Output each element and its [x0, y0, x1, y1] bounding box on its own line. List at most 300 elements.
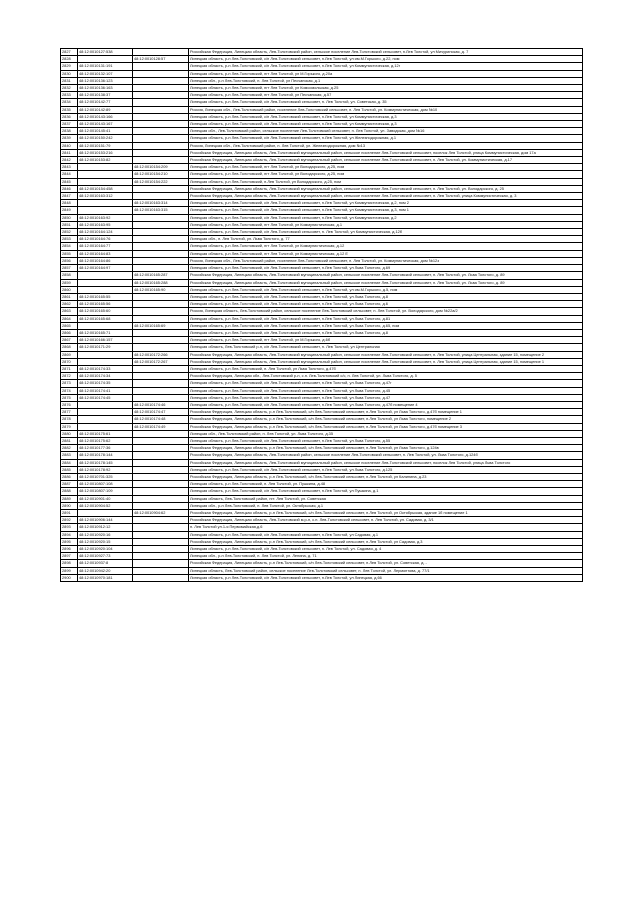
row-number-cell: 2882 [61, 445, 78, 452]
address-cell: Россия, Липецкая обл., Лев-Толстовский район, поселение Лев-Толстовский сельсовет, п. Лев Толстой, ул. Коммунистическая, дом №10 [189, 106, 583, 113]
room-cadastral-number-cell: 48:12:0010174:49 [133, 423, 189, 430]
address-cell: Липецкая обл., Лев-Толстовский район, п. Лев Толстой, ул. Льва Толстого, д.35 [189, 430, 583, 437]
table-row [61, 459, 583, 466]
room-cadastral-number-cell [133, 546, 189, 553]
table-row [61, 200, 583, 207]
address-cell: Липецкая область, р-н Лев-Толстовский, с/п Лев-Толстовский сельсовет, п.Лев Толстой, ул Железнодорожная, д.1 [189, 135, 583, 142]
row-number-cell: 2856 [61, 257, 78, 264]
cadastral-number-cell [78, 322, 133, 329]
cadastral-number-cell [78, 56, 133, 63]
room-cadastral-number-cell [133, 553, 189, 560]
address-cell: Липецкая область, р-н Лев-Толстовский, с/п Лев-Толстовский сельсовет, п.Лев Толстой, ул Льва Толстого, д.81 [189, 315, 583, 322]
row-number-cell: 2877 [61, 409, 78, 416]
address-cell: Российская Федерация, Липецкая область, Лев-Толстовский муниципальный район, сельское поселение Лев-Толстовский сельсовет, п. Лев Толстой, ул. Льва Толстого, д. 89 [189, 272, 583, 279]
address-cell: Липецкая область, р-н Лев-Толстовский, с/п Лев-Толстовский сельсовет, п.Лев Толстой, ул Льва Толстого, д.45 [189, 387, 583, 394]
cadastral-number-cell: 48:12:0010164:77 [78, 243, 133, 250]
row-number-cell: 2895 [61, 538, 78, 545]
cadastral-number-cell: 48:12:0010127:538 [78, 49, 133, 56]
row-number-cell: 2858 [61, 272, 78, 279]
table-row [61, 416, 583, 423]
cadastral-number-cell [78, 423, 133, 430]
row-number-cell: 2881 [61, 437, 78, 444]
room-cadastral-number-cell [133, 265, 189, 272]
address-cell: Липецкая область, р-н Лев-Толстовский, пгт Лев Толстой, ул Комсомольская, д.25 [189, 85, 583, 92]
address-cell: Липецкая область, р-н Лев-Толстовский, с/п Лев-Толстовский сельсовет, п.Лев Толстой, ул Льва Толстого, д.47 [189, 394, 583, 401]
cadastral-number-cell: 48:12:0010136:163 [78, 85, 133, 92]
cadastral-number-cell: 48:12:0010165:56 [78, 301, 133, 308]
row-number-cell: 2878 [61, 416, 78, 423]
row-number-cell: 2863 [61, 308, 78, 315]
table-row [61, 229, 583, 236]
cadastral-number-cell: 48:12:0010901:40 [78, 495, 133, 502]
room-cadastral-number-cell: 48:12:0010904:62 [133, 510, 189, 517]
row-number-cell: 2857 [61, 265, 78, 272]
table-row [61, 293, 583, 300]
row-number-cell: 2864 [61, 315, 78, 322]
table-row [61, 265, 583, 272]
row-number-cell: 2900 [61, 574, 78, 581]
cadastral-number-cell: 48:12:0010174:34 [78, 373, 133, 380]
row-number-cell: 2836 [61, 113, 78, 120]
room-cadastral-number-cell [133, 121, 189, 128]
table-row [61, 394, 583, 401]
cadastral-number-cell: 48:12:0010174:35 [78, 380, 133, 387]
table-row [61, 574, 583, 581]
table-row [61, 466, 583, 473]
address-cell: Липецкая обл., р-н Лев-Толстовский, п. Лев Толстой, ул. Ленина, д. 71 [189, 553, 583, 560]
row-number-cell: 2885 [61, 466, 78, 473]
address-cell: Российская Федерация, Липецкая область, Лев-Толстовский муниципальный район, сельское поселение Лев-Толстовский сельсовет, п. Лев Толстой, ул. Льва Толстого, д. 89 [189, 279, 583, 286]
table-row [61, 488, 583, 495]
row-number-cell: 2883 [61, 452, 78, 459]
room-cadastral-number-cell [133, 157, 189, 164]
table-row [61, 49, 583, 56]
room-cadastral-number-cell [133, 380, 189, 387]
table-row [61, 452, 583, 459]
row-number-cell: 2841 [61, 149, 78, 156]
room-cadastral-number-cell [133, 99, 189, 106]
table-row [61, 221, 583, 228]
address-cell: Липецкая обл., р-н Лев-Толстовский, п. Лев Толстой, ул Песчанская, д.1 [189, 77, 583, 84]
row-number-cell: 2876 [61, 401, 78, 408]
cadastral-number-cell: 48:12:0010154:458 [78, 185, 133, 192]
room-cadastral-number-cell [133, 70, 189, 77]
table-row [61, 481, 583, 488]
room-cadastral-number-cell [133, 106, 189, 113]
room-cadastral-number-cell [133, 560, 189, 567]
row-number-cell: 2874 [61, 387, 78, 394]
row-number-cell: 2837 [61, 121, 78, 128]
cadastral-number-cell [78, 409, 133, 416]
cadastral-number-cell: 48:12:0010151:79 [78, 142, 133, 149]
table-row [61, 524, 583, 531]
row-number-cell: 2869 [61, 351, 78, 358]
cadastral-number-cell: 48:12:0010906:144 [78, 517, 133, 524]
room-cadastral-number-cell [133, 113, 189, 120]
address-cell: Липецкая область, р-н Лев-Толстовский, п.Лев Толстой, ул Володарского, д.25, пом [189, 178, 583, 185]
room-cadastral-number-cell [133, 495, 189, 502]
cadastral-number-cell: 48:12:0010165:71 [78, 329, 133, 336]
table-row [61, 373, 583, 380]
row-number-cell: 2833 [61, 92, 78, 99]
row-number-cell: 2891 [61, 510, 78, 517]
room-cadastral-number-cell: 48:12:0010154:210 [133, 171, 189, 178]
row-number-cell: 2835 [61, 106, 78, 113]
room-cadastral-number-cell [133, 488, 189, 495]
cadastral-number-cell [78, 351, 133, 358]
address-cell: Липецкая область, р-н Лев-Толстовский, пгт Лев Толстой, ул Володарского, д.25, пом [189, 171, 583, 178]
address-register-table [60, 48, 583, 582]
room-cadastral-number-cell [133, 293, 189, 300]
room-cadastral-number-cell: 48:12:0010174:46 [133, 401, 189, 408]
row-number-cell: 2829 [61, 63, 78, 70]
address-cell: Российская Федерация, Липецкая область, Лев-Толстовский муниципальный район, сельское поселение Лев-Толстовский сельсовет, п. Лев Толстой, ул. Коммунистическая, д.17 [189, 157, 583, 164]
room-cadastral-number-cell [133, 502, 189, 509]
table-row [61, 236, 583, 243]
table-row [61, 380, 583, 387]
table-row [61, 301, 583, 308]
row-number-cell: 2868 [61, 344, 78, 351]
row-number-cell: 2867 [61, 337, 78, 344]
address-cell: Липецкая область, р-н Лев-Толстовский, с/п Лев-Толстовский сельсовет, п.Лев Толстой, ул Льва Толстого, д.47г [189, 380, 583, 387]
address-cell: Российская Федерация, Липецкая область, р-н Лев-Толстовский, с/п Лев-Толстовский сельсовет, п.Лев Толстой, ул Льва Толстого, помещение 2 [189, 416, 583, 423]
address-cell: Российская Федерация, Липецкая область, р-н Лев-Толстовский, с/п Лев-Толстовский сельсовет, п.Лев Толстой, ул Октябрьская, здание 1б помещение 1 [189, 510, 583, 517]
row-number-cell: 2844 [61, 171, 78, 178]
table-row [61, 279, 583, 286]
cadastral-number-cell [78, 286, 133, 293]
address-cell: Липецкая область, р-н Лев-Толстовский, пгт Лев Толстой, ул Коммунистическая, д.1 [189, 221, 583, 228]
room-cadastral-number-cell [133, 466, 189, 473]
address-cell: Липецкая область, р-н Лев-Толстовский, с/п Лев-Толстовский сельсовет, п.Лев Толстой, ул Пушкина, д.1 [189, 488, 583, 495]
row-number-cell: 2875 [61, 394, 78, 401]
room-cadastral-number-cell [133, 481, 189, 488]
row-number-cell: 2828 [61, 56, 78, 63]
table-row [61, 315, 583, 322]
room-cadastral-number-cell: 48:12:0010165:90 [133, 286, 189, 293]
room-cadastral-number-cell [133, 315, 189, 322]
address-cell: Липецкая область, р-н Лев-Толстовский, с/п Лев-Толстовский сельсовет, п.Лев Толстой, ул Садовая, д.1 [189, 531, 583, 538]
room-cadastral-number-cell [133, 394, 189, 401]
row-number-cell: 2879 [61, 423, 78, 430]
table-row [61, 546, 583, 553]
address-cell: Российская Федерация, Липецкая область, Лев-Толстовский муниципальный район, сельское поселение Лев-Толстовский сельсовет, поселок Лев Толстой, улица Льва Толстого [189, 459, 583, 466]
row-number-cell: 2899 [61, 567, 78, 574]
room-cadastral-number-cell [133, 236, 189, 243]
row-number-cell: 2847 [61, 193, 78, 200]
room-cadastral-number-cell: 48:12:0010172:267 [133, 358, 189, 365]
row-number-cell: 2873 [61, 380, 78, 387]
address-cell: Липецкая область, р-н Лев-Толстовский, с/п Лев-Толстовский сельсовет, п. Лев Толстой, ул Коммунистическая, д.12б [189, 229, 583, 236]
row-number-cell: 2865 [61, 322, 78, 329]
cadastral-number-cell [78, 279, 133, 286]
row-number-cell: 2854 [61, 243, 78, 250]
row-number-cell: 2894 [61, 531, 78, 538]
cadastral-number-cell: 48:12:0010142:89 [78, 106, 133, 113]
cadastral-number-cell: 48:12:0010136:123 [78, 77, 133, 84]
room-cadastral-number-cell [133, 185, 189, 192]
address-cell: Российская Федерация, Липецкая область, Лев-Толстовский м.р-н, с.п. Лев-Толстовский сельсовет, п. Лев Толстой, ул. Садовая, д. 3/1 [189, 517, 583, 524]
table-row [61, 178, 583, 185]
row-number-cell: 2861 [61, 293, 78, 300]
address-cell: Липецкая обл., п. Лев Толстой, ул. Льва Толстого, д. 77 [189, 236, 583, 243]
address-cell: Российская Федерация, Липецкая область, р-н Лев-Толстовский, с/п Лев-Толстовский сельсовет, п.Лев Толстой, ул. Советская, д. - [189, 560, 583, 567]
row-number-cell: 2880 [61, 430, 78, 437]
row-number-cell: 2843 [61, 164, 78, 171]
room-cadastral-number-cell: 48:12:0010165:288 [133, 279, 189, 286]
room-cadastral-number-cell: 48:12:0010165:287 [133, 272, 189, 279]
row-number-cell: 2842 [61, 157, 78, 164]
cadastral-number-cell [78, 272, 133, 279]
cadastral-number-cell: 48:12:0010937:8 [78, 560, 133, 567]
address-cell: Липецкая область, Лев-Толстовский р-н, с/п Лев-Толстовский сельсовет, п. Лев Толстой, ул Центральная [189, 344, 583, 351]
address-cell: Липецкая область, р-н Лев-Толстовский, с/п Лев-Толстовский сельсовет, п. Лев Толстой, ул. Садовая, д. 4 [189, 546, 583, 553]
address-cell: Липецкая область, р-н Лев-Толстовский, с/п Лев-Толстовский сельсовет, п.Лев Толстой, ул им.М.Горького, д.5, пом [189, 286, 583, 293]
cadastral-number-cell [78, 358, 133, 365]
room-cadastral-number-cell [133, 344, 189, 351]
row-number-cell: 2892 [61, 517, 78, 524]
cadastral-number-cell: 48:12:0010165:68 [78, 315, 133, 322]
row-number-cell: 2898 [61, 560, 78, 567]
table-row [61, 250, 583, 257]
cadastral-number-cell: 48:12:0010178:145 [78, 459, 133, 466]
room-cadastral-number-cell [133, 459, 189, 466]
room-cadastral-number-cell: 48:12:0010128:57 [133, 56, 189, 63]
table-row [61, 495, 583, 502]
table-row [61, 351, 583, 358]
room-cadastral-number-cell [133, 437, 189, 444]
cadastral-number-cell: 48:12:0010174:33 [78, 365, 133, 372]
room-cadastral-number-cell [133, 373, 189, 380]
row-number-cell: 2893 [61, 524, 78, 531]
address-cell: Липецкая область, р-н Лев-Толстовский, п. Лев Толстой, ул Льва Толстого, д.47б [189, 365, 583, 372]
address-cell: Липецкая область, р-н Лев-Толстовский, с/п Лев-Толстовский сельсовет, п.Лев Толстой, ул Льва Толстого, д.6 [189, 301, 583, 308]
room-cadastral-number-cell: 48:12:0010163:315 [133, 207, 189, 214]
table-row [61, 272, 583, 279]
table-row [61, 517, 583, 524]
cadastral-number-cell: 48:12:0010165:55 [78, 293, 133, 300]
room-cadastral-number-cell [133, 49, 189, 56]
table-row [61, 337, 583, 344]
room-cadastral-number-cell [133, 243, 189, 250]
table-row [61, 567, 583, 574]
row-number-cell: 2866 [61, 329, 78, 336]
room-cadastral-number-cell [133, 452, 189, 459]
table-row [61, 157, 583, 164]
cadastral-number-cell: 48:12:0010143:167 [78, 121, 133, 128]
address-cell: Российская Федерация, Липецкая область, Лев-Толстовский муниципальный район, сельское поселение Лев-Толстовский сельсовет, п. Лев Толстой, улица Коммунистическая, д. 3 [189, 193, 583, 200]
cadastral-number-cell: 48:12:0010701:325 [78, 473, 133, 480]
address-cell: Липецкая область, р-н Лев-Толстовский, с/п Лев-Толстовский сельсовет, п.Лев Толстой, ул Коммунистическая, д.12г [189, 63, 583, 70]
room-cadastral-number-cell [133, 63, 189, 70]
table-row [61, 510, 583, 517]
cadastral-number-cell: 48:12:0010163:92 [78, 214, 133, 221]
row-number-cell: 2838 [61, 128, 78, 135]
address-cell: Российская Федерация, Липецкая область, р-н Лев-Толстовский, с/п Лев-Толстовский сельсовет, п.Лев Толстой, ул Садовая, д.3 [189, 538, 583, 545]
cadastral-number-cell: 48:12:0010132:107 [78, 70, 133, 77]
cadastral-number-cell: 48:12:0010171:29 [78, 344, 133, 351]
cadastral-number-cell: 48:12:0010143:166 [78, 113, 133, 120]
cadastral-number-cell: 48:12:0010927:73 [78, 553, 133, 560]
row-number-cell: 2830 [61, 70, 78, 77]
table-row [61, 553, 583, 560]
address-cell: п. Лев Толстой ул.1-я Первомайская,д.6 [189, 524, 583, 531]
address-cell: Россия, Липецкая обл., Лев-Толстовский район, п. Лев Толстой, ул. Железнодорожная, дом №13 [189, 142, 583, 149]
row-number-cell: 2888 [61, 488, 78, 495]
table-row [61, 106, 583, 113]
address-cell: Липецкая область, р-н Лев-Толстовский, пгт Лев Толстой, ул М.Горького, д.6б [189, 337, 583, 344]
row-number-cell: 2870 [61, 358, 78, 365]
row-number-cell: 2860 [61, 286, 78, 293]
table-row [61, 243, 583, 250]
address-cell: Липецкая область, Лев-Толстовский район, сельское поселение Лев-Толстовский сельсовет, п. Лев Толстой, ул. Лермонтова, д. 77/1 [189, 567, 583, 574]
address-cell: Российская Федерация, Липецкая область, р-н Лев-Толстовский, с/п Лев-Толстовский сельсовет, п.Лев Толстой, ул Льва Толстого, д.47б помещение 1 [189, 409, 583, 416]
room-cadastral-number-cell: 48:12:0010174:48 [133, 416, 189, 423]
address-cell: Липецкая область, р-н Лев-Толстовский, с/п Лев-Толстовский сельсовет, п.Лев Толстой, ул Коммунистическая, д.3 [189, 113, 583, 120]
table-row [61, 365, 583, 372]
room-cadastral-number-cell [133, 85, 189, 92]
room-cadastral-number-cell [133, 257, 189, 264]
cadastral-number-cell: 48:12:0010178:144 [78, 452, 133, 459]
address-cell: Российская Федерация, Липецкая область, р-н Лев-Толстовский, с/п Лев-Толстовский сельсовет, п.Лев Толстой, ул Льва Толстого, д.47б помещение 3 [189, 423, 583, 430]
room-cadastral-number-cell [133, 193, 189, 200]
room-cadastral-number-cell [133, 135, 189, 142]
row-number-cell: 2871 [61, 365, 78, 372]
cadastral-number-cell: 48:12:0010145:41 [78, 128, 133, 135]
table-row [61, 77, 583, 84]
room-cadastral-number-cell: 48:12:0010154:222 [133, 178, 189, 185]
address-cell: Липецкая область, р-н Лев-Толстовский, пгт Лев Толстой, ул Володарского, д.25, пом [189, 164, 583, 171]
address-cell: Липецкая область, р-н Лев-Толстовский, с/п Лев-Толстовский сельсовет, п.Лев Толстой, ул Льва Толстого, д.8 [189, 329, 583, 336]
table-row [61, 113, 583, 120]
cadastral-number-cell [78, 510, 133, 517]
cadastral-number-cell: 48:12:0010165:60 [78, 308, 133, 315]
table-row [61, 387, 583, 394]
address-cell: Липецкая область, р-н Лев-Толстовский, пгт Лев Толстой, ул Песчанская, д.57 [189, 92, 583, 99]
cadastral-number-cell: 48:12:0010164:86 [78, 257, 133, 264]
room-cadastral-number-cell [133, 92, 189, 99]
table-row [61, 92, 583, 99]
address-cell: Липецкая область, р-н Лев-Толстовский, с/п Лев-Толстовский сельсовет, п.Лев Толстой, ул Льва Толстого, д.69 [189, 265, 583, 272]
cadastral-number-cell: 48:12:0010912:12 [78, 524, 133, 531]
cadastral-number-cell: 48:12:0010131:191 [78, 63, 133, 70]
room-cadastral-number-cell [133, 517, 189, 524]
address-cell: Липецкая область, р-н Лев-Толстовский, с/п Лев-Толстовский сельсовет, п.Лев Толстой, ул Коммунистическая, д.2, пом 2 [189, 200, 583, 207]
address-cell: Липецкая область, р-н Лев-Толстовский, с/п Лев-Толстовский сельсовет, п.Лев Толстой, ул Льва Толстого, д.8 [189, 293, 583, 300]
cadastral-number-cell: 48:12:0010153:82 [78, 157, 133, 164]
row-number-cell: 2848 [61, 200, 78, 207]
address-cell: Липецкая область, р-н Лев-Толстовский, п. Лев Толстой, ул. Пушкина, д.48 [189, 481, 583, 488]
address-cell: Липецкая область, р-н Лев-Толстовский, пгт Лев Толстой, ул Коммунистическая, д.12 Е [189, 250, 583, 257]
room-cadastral-number-cell [133, 142, 189, 149]
table-row [61, 207, 583, 214]
cadastral-number-cell: 48:12:0010174:41 [78, 387, 133, 394]
cadastral-number-cell: 48:12:0010166:157 [78, 337, 133, 344]
address-cell: Липецкая область, р-н Лев-Толстовский, пгт Лев Толстой, ул М.Горького, д.20а [189, 70, 583, 77]
cadastral-number-cell: 48:12:0010175:62 [78, 437, 133, 444]
table-row [61, 142, 583, 149]
cadastral-number-cell: 48:12:0010164:124 [78, 229, 133, 236]
address-cell: Липецкая область, р-н Лев-Толстовский, с/п Лев-Толстовский сельсовет, п.Лев Толстой, ул Льва Толстого, д.47б помещение 4 [189, 401, 583, 408]
row-number-cell: 2855 [61, 250, 78, 257]
table-row [61, 430, 583, 437]
cadastral-number-cell: 48:12:0010807:108 [78, 481, 133, 488]
row-number-cell: 2851 [61, 221, 78, 228]
cadastral-number-cell: 48:12:0010970:181 [78, 574, 133, 581]
table-row [61, 257, 583, 264]
room-cadastral-number-cell [133, 77, 189, 84]
cadastral-number-cell: 48:12:0010942:20 [78, 567, 133, 574]
cadastral-number-cell: 48:12:0010920:104 [78, 546, 133, 553]
row-number-cell: 2896 [61, 546, 78, 553]
table-row [61, 56, 583, 63]
table-row [61, 121, 583, 128]
cadastral-number-cell [78, 178, 133, 185]
row-number-cell: 2831 [61, 77, 78, 84]
table-row [61, 193, 583, 200]
table-row [61, 286, 583, 293]
room-cadastral-number-cell [133, 430, 189, 437]
room-cadastral-number-cell [133, 329, 189, 336]
room-cadastral-number-cell [133, 445, 189, 452]
row-number-cell: 2832 [61, 85, 78, 92]
address-cell: Липецкая обл., Лев-Толстовский район, сельское поселение Лев-Толстовский сельсовет, п. Лев Толстой, ул. Заводская, дом №16 [189, 128, 583, 135]
table-row [61, 308, 583, 315]
cadastral-number-cell: 48:12:0010174:45 [78, 394, 133, 401]
room-cadastral-number-cell: 48:12:0010174:47 [133, 409, 189, 416]
table-row [61, 437, 583, 444]
row-number-cell: 2862 [61, 301, 78, 308]
address-cell: Липецкая область, р-н Лев-Толстовский, с/п Лев-Толстовский сельсовет, п.Лев Толстой, ул Коммунистическая, д.3, пом 1 [189, 207, 583, 214]
table-row [61, 329, 583, 336]
address-cell: Российская Федерация, Липецкая область, Лев-Толстовский муниципальный район, сельское поселение Лев-Толстовский сельсовет, п. Лев Толстой, улица Центральная, здание 15, помещение 2 [189, 351, 583, 358]
cadastral-number-cell: 48:12:0010164:97 [78, 265, 133, 272]
row-number-cell: 2827 [61, 49, 78, 56]
cadastral-number-cell: 48:12:0010163:312 [78, 193, 133, 200]
cadastral-number-cell: 48:12:0010920:15 [78, 538, 133, 545]
row-number-cell: 2845 [61, 178, 78, 185]
address-cell: Липецкая область, р-н Лев-Толстовский, с/п Лев-Толстовский сельсовет, п. Лев Толстой, ул. Советская, д. 35 [189, 99, 583, 106]
row-number-cell: 2886 [61, 473, 78, 480]
table-row [61, 358, 583, 365]
table-row [61, 531, 583, 538]
room-cadastral-number-cell [133, 574, 189, 581]
cadastral-number-cell [78, 200, 133, 207]
row-number-cell: 2890 [61, 502, 78, 509]
table-row [61, 560, 583, 567]
room-cadastral-number-cell [133, 473, 189, 480]
room-cadastral-number-cell [133, 567, 189, 574]
cadastral-number-cell [78, 401, 133, 408]
room-cadastral-number-cell [133, 221, 189, 228]
row-number-cell: 2897 [61, 553, 78, 560]
room-cadastral-number-cell: 48:12:0010154:209 [133, 164, 189, 171]
room-cadastral-number-cell [133, 229, 189, 236]
cadastral-number-cell: 48:12:0010177:36 [78, 445, 133, 452]
room-cadastral-number-cell [133, 538, 189, 545]
room-cadastral-number-cell [133, 250, 189, 257]
row-number-cell: 2840 [61, 142, 78, 149]
table-row [61, 63, 583, 70]
cadastral-number-cell [78, 207, 133, 214]
row-number-cell: 2889 [61, 495, 78, 502]
room-cadastral-number-cell [133, 301, 189, 308]
cadastral-number-cell: 48:12:0010178:92 [78, 466, 133, 473]
table-row [61, 128, 583, 135]
cadastral-number-cell: 48:12:0010142:77 [78, 99, 133, 106]
cadastral-number-cell: 48:12:0010153:216 [78, 149, 133, 156]
address-cell: Российская Федерация, Липецкая область, Лев-Толстовский район, сельское поселение Лев-Толстовский сельсовет, п.Лев Толстой, ул Мичуринская, д. 7 [189, 49, 583, 56]
room-cadastral-number-cell [133, 149, 189, 156]
